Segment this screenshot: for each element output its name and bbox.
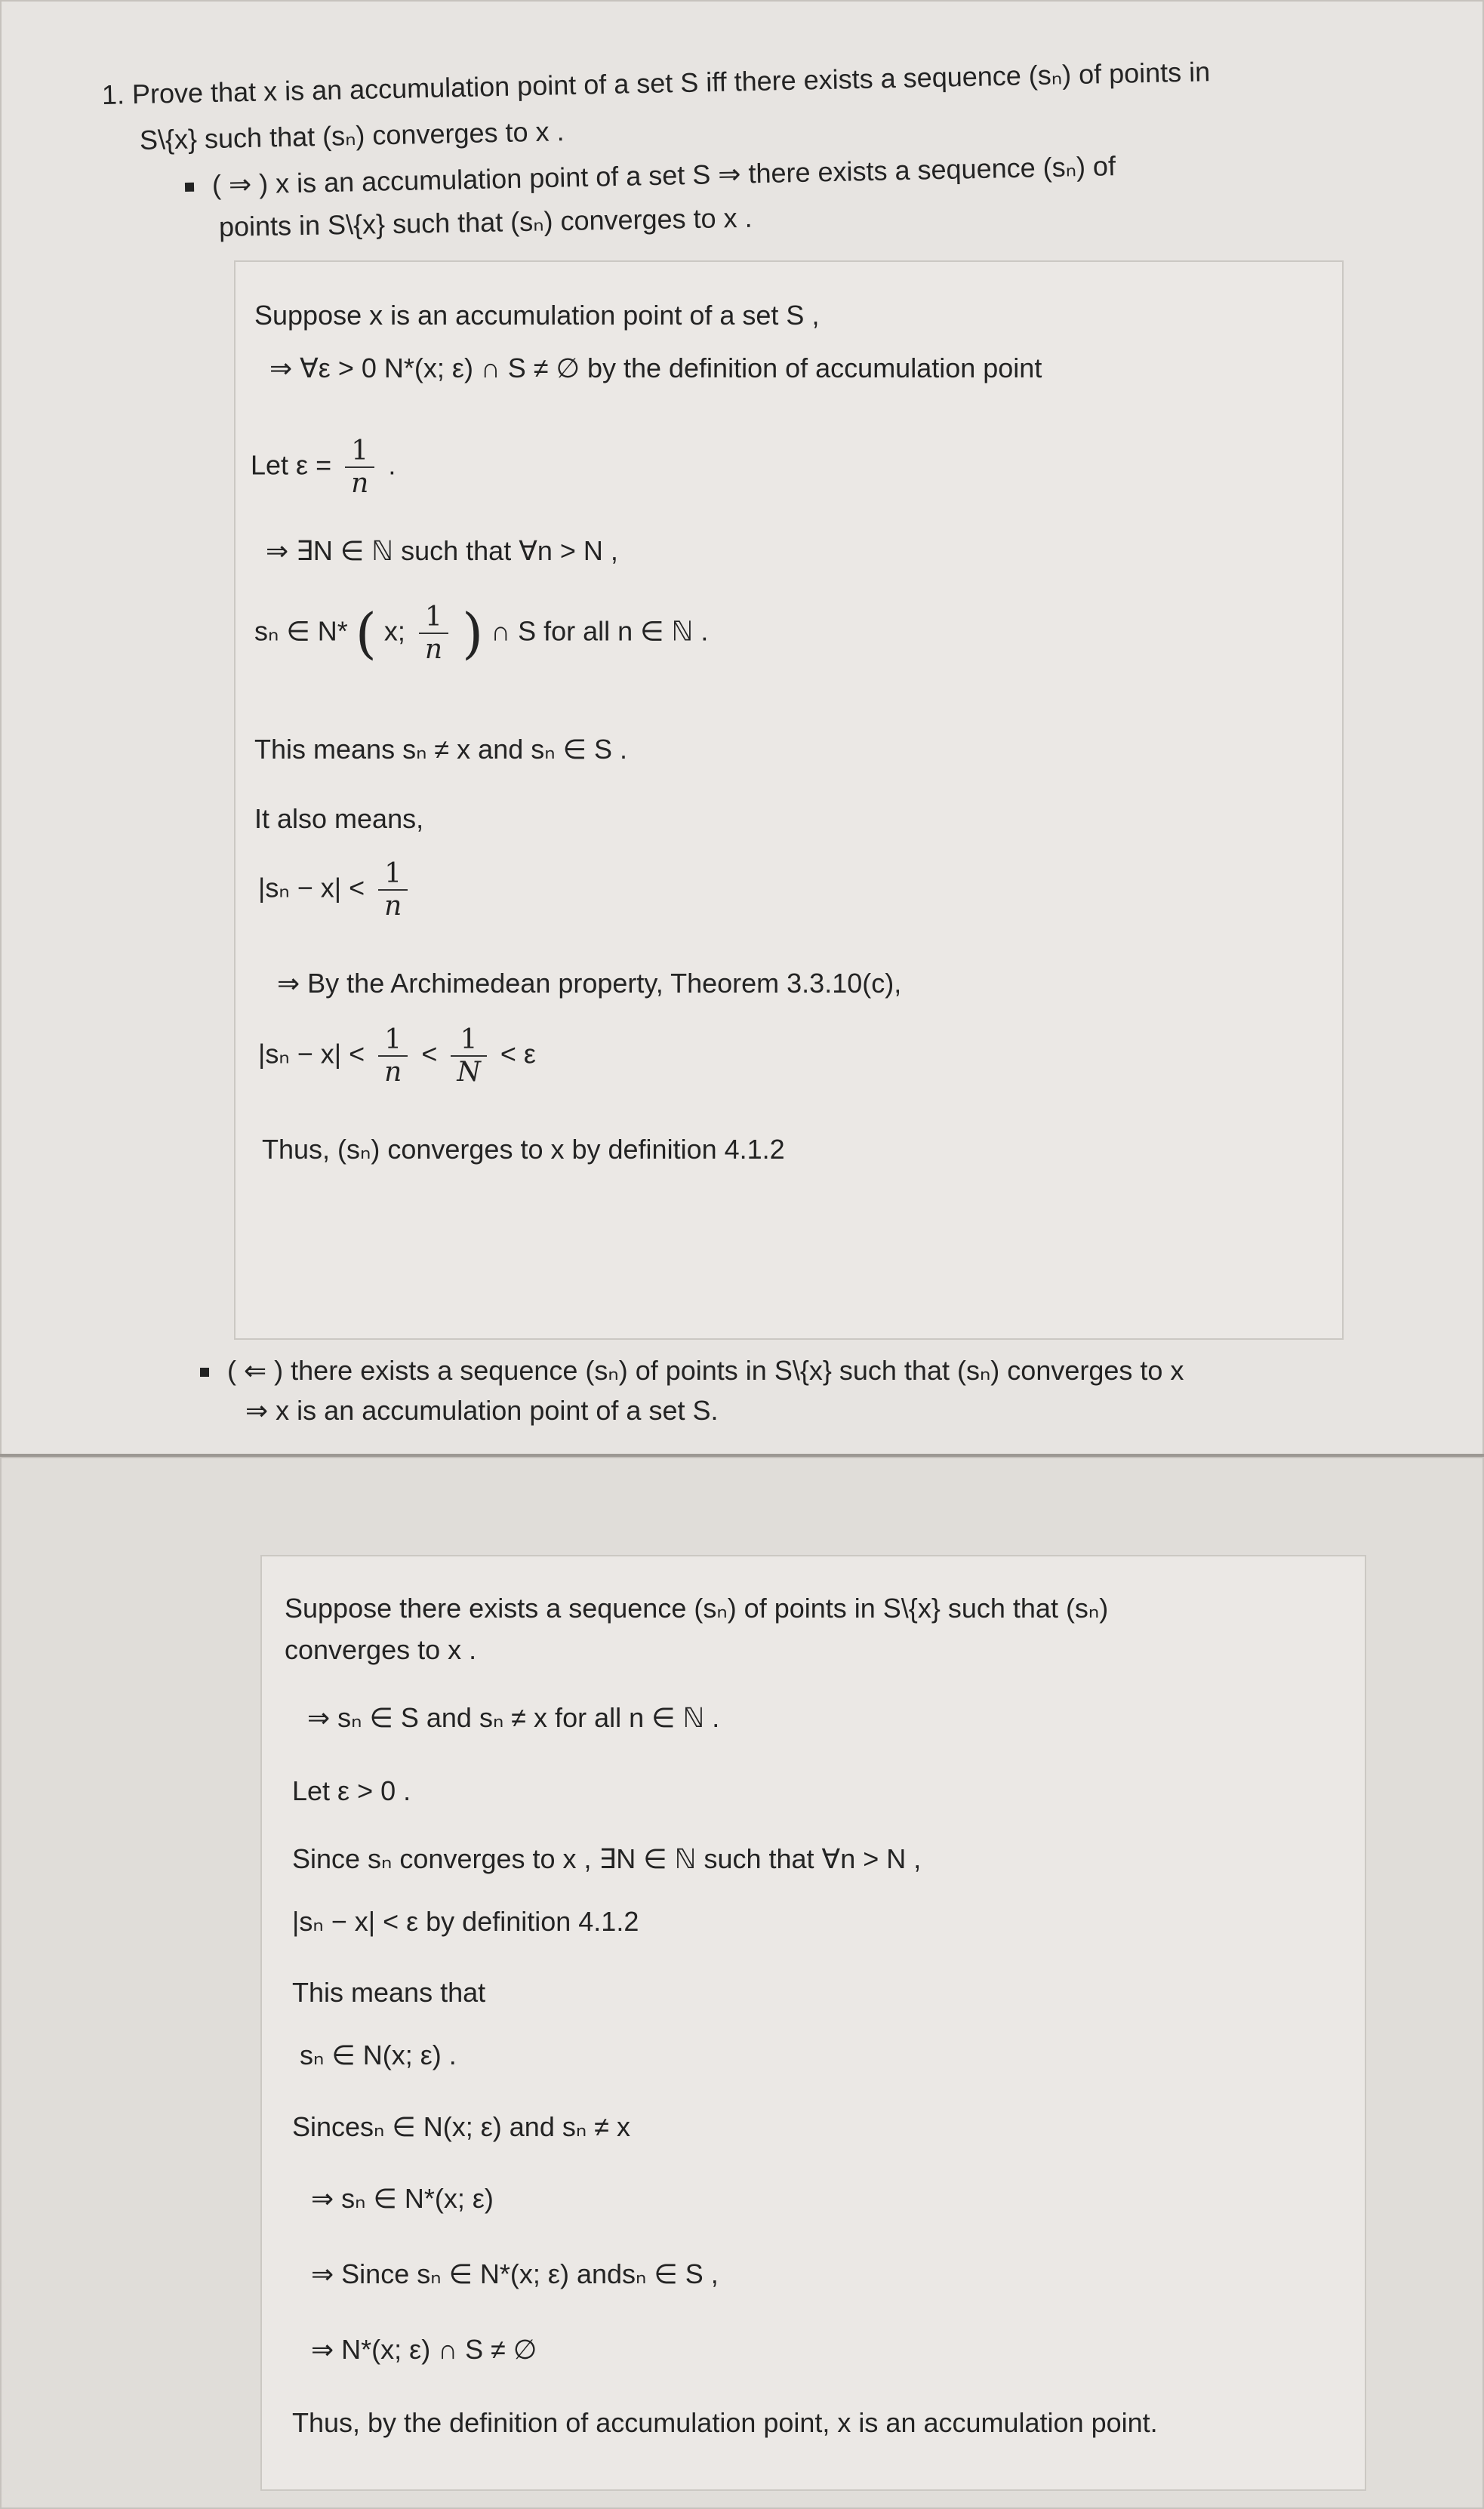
frac-den: n bbox=[424, 634, 443, 665]
p1-line-let-epsilon bbox=[251, 436, 396, 499]
fraction-1-over-n-3 bbox=[378, 858, 408, 922]
p1-line-this-means: This means sₙ ≠ x and sₙ ∈ S . bbox=[254, 734, 627, 765]
p1-line-inequality-chain bbox=[258, 1024, 536, 1088]
frac-num: 1 bbox=[419, 602, 448, 634]
p1-line-archimedean: ⇒ By the Archimedean property, Theorem 3.3.10(c), bbox=[277, 968, 902, 999]
p2-line-intersection-nonempty: ⇒ N*(x; ε) ∩ S ≠ ∅ bbox=[311, 2334, 537, 2365]
x-semicolon: x; bbox=[383, 615, 405, 647]
p2-line-abs-less-epsilon: |sₙ − x| < ε by definition 4.1.2 bbox=[292, 1906, 639, 1937]
abs-diff: |sₙ − x| < bbox=[258, 1038, 365, 1070]
p2-line-let-epsilon: Let ε > 0 . bbox=[292, 1775, 411, 1806]
part1-header-text1: ( ⇒ ) x is an accumulation point of a set S ⇒ there exists a sequence (sₙ) of bbox=[211, 150, 1116, 201]
frac-den: n bbox=[384, 891, 402, 922]
p1-line-also-means: It also means, bbox=[254, 803, 424, 834]
problem-text-2: S\{x} such that (sₙ) converges to x . bbox=[139, 115, 565, 155]
bullet-icon bbox=[200, 1368, 209, 1377]
part2-header-line2: ⇒ x is an accumulation point of a set S. bbox=[245, 1395, 719, 1426]
frac-num: 1 bbox=[345, 436, 374, 468]
abs-diff: |sₙ − x| < bbox=[258, 872, 365, 904]
frac-num: 1 bbox=[378, 1024, 408, 1057]
period: . bbox=[388, 449, 396, 481]
part2-header-line1 bbox=[200, 1355, 1184, 1387]
bullet-icon bbox=[185, 183, 194, 192]
p1-line-definition: ⇒ ∀ε > 0 N*(x; ε) ∩ S ≠ ∅ by the definition of accumulation point bbox=[269, 352, 1042, 383]
let-epsilon-label: Let ε = bbox=[251, 449, 332, 481]
frac-den: n bbox=[351, 468, 369, 499]
frac-num: 1 bbox=[378, 858, 408, 891]
p1-line-conclusion: Thus, (sₙ) converges to x by definition 4.1.2 bbox=[262, 1134, 785, 1165]
right-paren: ) bbox=[462, 602, 484, 665]
fraction-1-over-n-4 bbox=[378, 1024, 408, 1088]
p2-line-sn-in-N: sₙ ∈ N(x; ε) . bbox=[300, 2040, 457, 2070]
frac-den: N bbox=[457, 1057, 481, 1088]
part1-header-text2: points in S\{x} such that (sₙ) converges to x . bbox=[218, 202, 753, 242]
p2-line-sn-in-S: ⇒ sₙ ∈ S and sₙ ≠ x for all n ∈ ℕ . bbox=[307, 1702, 720, 1733]
p2-line-this-means-that: This means that bbox=[292, 1977, 486, 2008]
frac-num: 1 bbox=[451, 1024, 487, 1057]
p2-line-converges: converges to x . bbox=[285, 1634, 477, 1665]
left-paren: ( bbox=[355, 602, 377, 665]
part1-proof-box bbox=[234, 260, 1344, 1340]
p2-line-suppose: Suppose there exists a sequence (sₙ) of points in S\{x} such that (sₙ) bbox=[285, 1593, 1109, 1624]
part2-proof-box bbox=[260, 1555, 1366, 2491]
problem-text-1: Prove that x is an accumulation point of a set S iff there exists a sequence (sₙ) of points in bbox=[131, 56, 1211, 110]
fraction-1-over-n bbox=[345, 436, 374, 499]
p1-line-suppose: Suppose x is an accumulation point of a set S , bbox=[254, 300, 820, 331]
frac-den: n bbox=[384, 1057, 402, 1088]
fraction-1-over-n-2 bbox=[419, 602, 448, 665]
p1-line-abs-less bbox=[258, 858, 414, 922]
p2-line-since-sn-in-N-star: ⇒ Since sₙ ∈ N*(x; ε) andsₙ ∈ S , bbox=[311, 2258, 719, 2289]
part2-header-text1: ( ⇐ ) there exists a sequence (sₙ) of points in S\{x} such that (sₙ) converges to x bbox=[227, 1355, 1184, 1386]
less-than: < bbox=[421, 1038, 438, 1070]
p2-line-conclusion: Thus, by the definition of accumulation point, x is an accumulation point. bbox=[292, 2407, 1158, 2438]
less-than-epsilon: < ε bbox=[500, 1038, 536, 1070]
p1-line-neighborhood bbox=[254, 602, 708, 665]
fraction-1-over-N bbox=[451, 1024, 487, 1088]
p2-line-since-converges: Since sₙ converges to x , ∃N ∈ ℕ such that ∀n > N , bbox=[292, 1843, 922, 1874]
p2-line-sn-in-N-star: ⇒ sₙ ∈ N*(x; ε) bbox=[311, 2183, 494, 2214]
p2-line-since-sn-in-N: Sincesₙ ∈ N(x; ε) and sₙ ≠ x bbox=[292, 2111, 630, 2142]
p1-line-exists-N: ⇒ ∃N ∈ ℕ such that ∀n > N , bbox=[266, 535, 618, 566]
intersect-S: ∩ S for all n ∈ ℕ . bbox=[491, 615, 709, 647]
sn-in-N-star: sₙ ∈ N* bbox=[254, 615, 348, 647]
problem-number: 1. bbox=[101, 79, 125, 110]
